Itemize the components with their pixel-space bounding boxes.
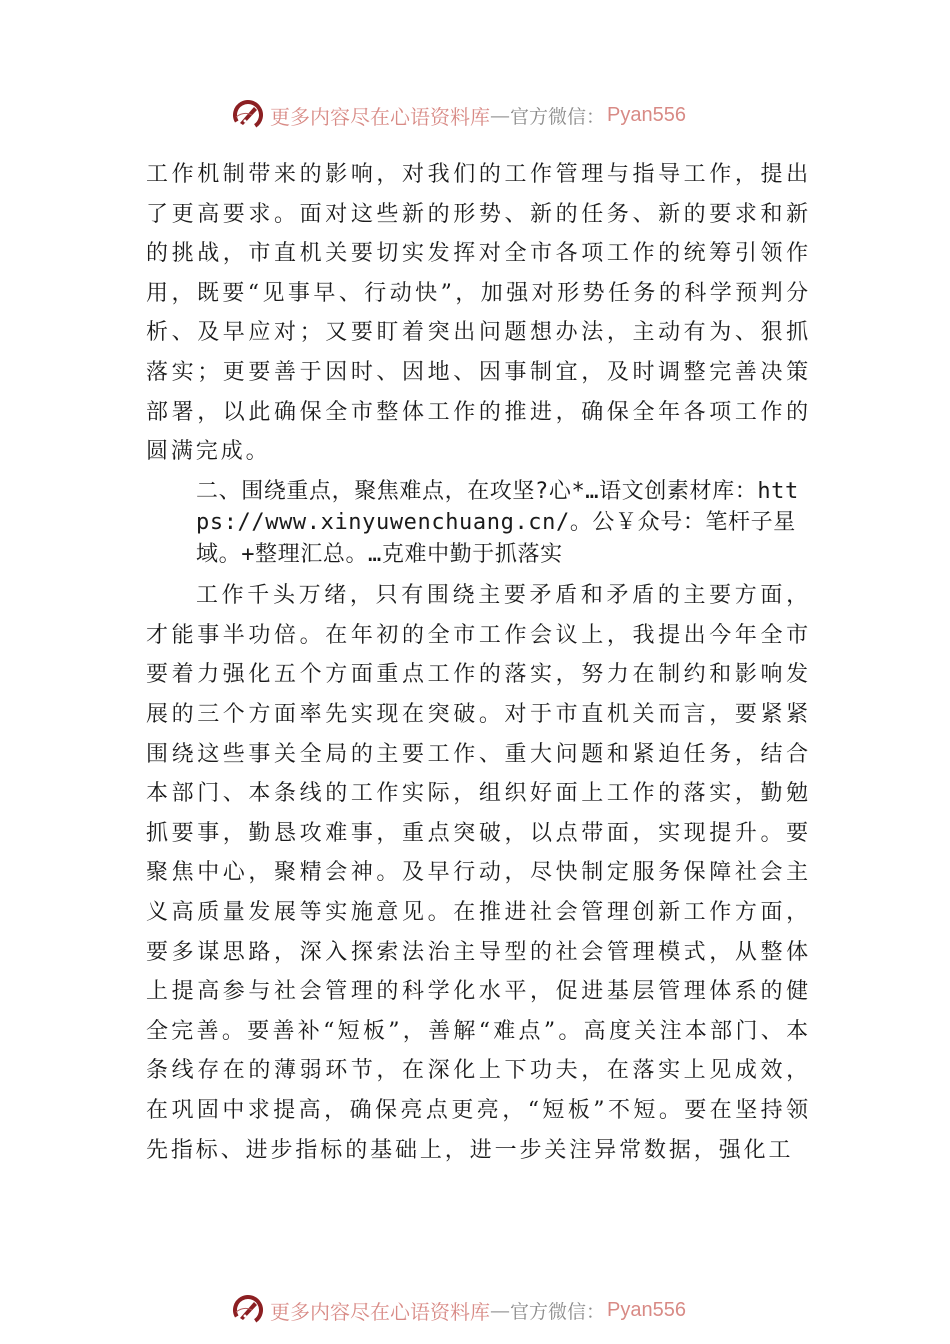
quill-pen-logo-icon [230, 97, 266, 133]
footer-watermark [230, 1290, 686, 1330]
quill-pen-logo-icon [230, 1292, 266, 1328]
watermark-wechat-label: 官方微信： [510, 1300, 606, 1323]
body-paragraph: 工作机制带来的影响，对我们的工作管理与指导工作，提出了更高要求。面对这些新的形势、新的任务、新的要求和新的挑战，市直机关要切实发挥对全市各项工作的统筹引领作用，既要“见事早、行动快”，加强对形势任务的科学预判分析、及早应对；又要盯着突出问题想办法，主动有为、狠抓落实；更要善于因时、因地、因事制宜，及时调整完善决策部署，以此确保全市整体工作的推进，确保全年各项工作的圆满完成。 [146, 162, 811, 465]
watermark-library-text: 更多内容尽在心语资料库 [270, 104, 490, 129]
body-paragraph: 工作千头万绪，只有围绕主要矛盾和矛盾的主要方面，才能事半功倍。在年初的全市工作会议上，我提出今年全市要着力强化五个方面重点工作的落实，努力在制约和影响发展的三个方面率先实现在突破。对于市直机关而言，要紧紧围绕这些事关全局的主要工作、重大问题和紧迫任务，结合本部门、本条线的工作实际，组织好面上工作的落实，勤勉抓要事，勤恳攻难事，重点突破，以点带面，实现提升。要聚焦中心，聚精会神。及早行动，尽快制定服务保障社会主义高质量发展等实施意见。在推进社会管理创新工作方面， 要多谋思路，深入探索法治主导型的社会管理模式，从整体上提高参与社会管理的科学化水平，促进基层管理体系的健全完善。要善补“短板”，善解“难点”。高度关注本部门、本条线存在的薄弱环节，在深化上下功夫，在落实上见成效， 在巩固中求提高，确保亮点更亮，“短板”不短。要在坚持领先指标、进步指标的基础上，进一步关注异常数据，强化工 [146, 583, 811, 1163]
watermark-wechat-id: Pyan556 [607, 1298, 686, 1321]
watermark-separator: — [490, 103, 510, 127]
header-watermark [230, 95, 686, 135]
watermark-wechat-id: Pyan556 [607, 103, 686, 126]
watermark-separator: — [490, 1298, 510, 1322]
section-heading: 二、围绕重点，聚焦难点，在攻坚?心*…语文创素材库：https://www.xinyuwenchuang.cn/。公￥众号：笔杆子星域。+整理汇总。…克难中勤于抓落实 [196, 478, 799, 567]
document-body [146, 155, 811, 1170]
watermark-wechat-label: 官方微信： [510, 105, 606, 128]
watermark-library-text: 更多内容尽在心语资料库 [270, 1299, 490, 1324]
